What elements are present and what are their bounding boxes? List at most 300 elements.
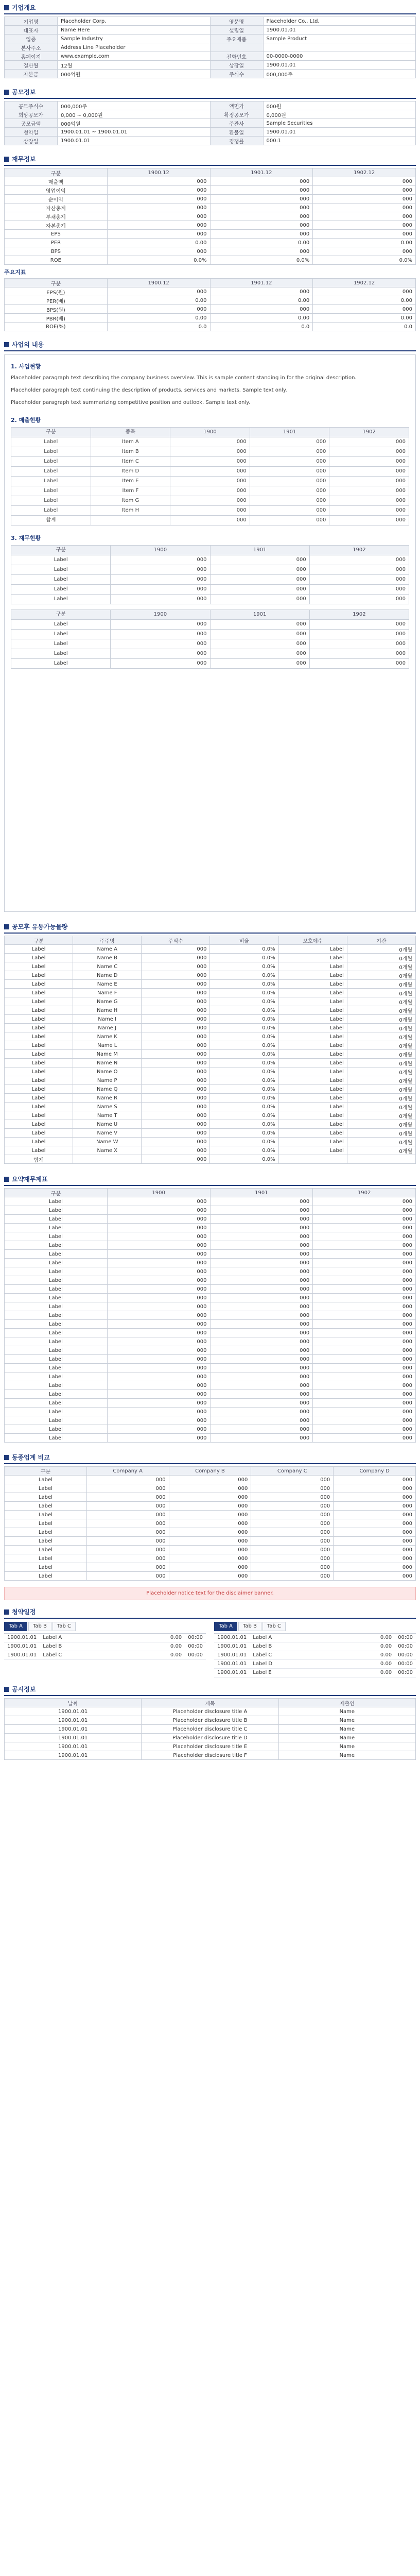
table-cell: 000 [210,186,313,195]
schedule-right-panel [214,1622,416,1677]
table-cell: 000 [313,212,416,221]
table-cell: 000 [210,1276,313,1285]
table-cell: Label [5,1311,108,1320]
table-cell: 000 [313,1399,416,1408]
table-cell: 000 [334,1519,416,1528]
table-cell: 000 [107,1285,210,1294]
table-cell: Label [5,1050,73,1059]
table-row [5,70,416,78]
table-cell: Label [5,1120,73,1129]
divider [4,1618,416,1619]
table-header-cell: 상장일 [5,137,58,145]
table-header-row [5,936,416,945]
table-cell: Label [5,1103,73,1111]
table-row [5,1197,416,1206]
table-header-cell: 주요제품 [210,35,263,43]
table-cell: 000 [309,630,409,639]
list-item[interactable] [214,1642,416,1651]
table-cell: 000 [111,620,210,630]
table-cell: Item B [91,447,170,457]
table-cell: 000 [313,1259,416,1267]
table-row [11,486,409,496]
table-cell: Label [278,1067,347,1076]
table-cell: 000 [111,575,210,585]
table-cell: Label [278,1076,347,1085]
table-cell: Label [278,1015,347,1024]
table-cell: 0.0% [210,945,278,954]
table-cell: 000 [313,305,416,314]
table-cell: 매출액 [5,177,108,186]
table-header-cell: 제목 [142,1699,278,1707]
table-header-cell: 경쟁률 [210,137,263,145]
table-cell: Label [278,971,347,980]
table-row [5,52,416,61]
financials-table [4,168,416,265]
table-row [5,1267,416,1276]
table-cell: 000 [309,595,409,604]
table-cell: 000 [210,1285,313,1294]
table-cell: 000 [107,1276,210,1285]
table-header-cell: 청약일 [5,128,58,137]
table-row [5,296,416,305]
schedule-tab[interactable]: Tab B [238,1622,261,1631]
schedule-tab[interactable]: Tab B [28,1622,51,1631]
table-cell: Name [278,1734,415,1742]
table-row [5,1059,416,1067]
table-cell: Label [5,1215,108,1224]
table-row [5,1302,416,1311]
list-item-cell: 00:00 [398,1670,413,1675]
table-cell: 000 [334,1476,416,1484]
table-cell: 0.0% [107,256,210,265]
table-cell: 0개월 [347,980,415,989]
list-item-cell: 1900.01.01 [217,1661,247,1667]
sales-heading: 2. 매출현황 [11,417,41,423]
table-cell: 000 [86,1528,169,1537]
table-row [5,954,416,962]
table-cell: 0개월 [347,962,415,971]
financial-status-table [11,545,409,604]
divider [4,98,416,99]
table-cell: 000 [86,1554,169,1563]
table-cell: 1900.01.01 [5,1716,142,1725]
table-cell: 000억원 [58,70,211,78]
table-header-cell: 1901.12 [210,168,313,177]
table-cell: Label [5,1129,73,1138]
table-row [5,980,416,989]
table-cell: 000 [250,486,329,496]
table-cell: 000 [107,287,210,296]
table-cell: 000 [309,620,409,630]
table-cell: 0개월 [347,971,415,980]
table-cell: Label [278,1024,347,1032]
table-header-row [11,610,409,620]
table-cell: 000 [142,1067,210,1076]
table-cell: Label [278,954,347,962]
table-cell: Label [5,1267,108,1276]
financial-status-heading: 3. 재무현황 [11,535,41,541]
table-cell: 000 [210,212,313,221]
table-cell: Label [5,1302,108,1311]
table-cell: 000 [107,1320,210,1329]
table-cell: 000 [107,1224,210,1232]
table-row [5,1111,416,1120]
table-cell: Label [11,565,111,575]
table-cell: Label [5,1337,108,1346]
table-cell: Label [5,1537,87,1546]
table-cell: 000 [111,555,210,565]
schedule-tab[interactable]: Tab C [52,1622,76,1631]
table-cell: 000 [250,506,329,516]
table-header-cell: 업종 [5,35,58,43]
table-row [5,128,416,137]
table-cell: 0.0% [210,1085,278,1094]
table-row [5,1537,416,1546]
table-cell: 000 [170,486,250,496]
table-cell: 000 [313,1416,416,1425]
table-row [11,555,409,565]
table-cell: EPS(원) [5,287,108,296]
list-item-cell: Label B [43,1643,62,1649]
table-row [5,247,416,256]
table-cell: 000 [210,1390,313,1399]
table-row [5,101,416,110]
table-cell: 000 [313,1285,416,1294]
schedule-tab[interactable]: Tab A [4,1622,27,1631]
table-cell: 000 [107,177,210,186]
table-header-cell: 제출인 [278,1699,415,1707]
table-cell: Label [11,585,111,595]
table-row [11,516,409,526]
table-cell: 0.0% [210,1146,278,1155]
table-cell: 000 [107,1364,210,1372]
table-cell: 000 [210,1337,313,1346]
table-cell: 000 [86,1476,169,1484]
table-cell: Name [278,1725,415,1734]
table-cell: 0.00 [107,296,210,305]
list-item[interactable] [214,1669,416,1677]
table-row [5,1337,416,1346]
table-cell: BPS [5,247,108,256]
table-header-cell: 상장일 [210,61,263,70]
table-cell: 000 [313,1425,416,1434]
table-cell: Name H [73,1006,142,1015]
table-row [5,1546,416,1554]
table-cell: Label [5,1364,108,1372]
business-paragraph: Placeholder paragraph text continuing the description of products, services and markets. Sample text only. [11,387,287,393]
table-cell: 000 [313,230,416,239]
list-item-cell: 1900.01.01 [7,1635,37,1640]
table-cell: 000 [142,989,210,997]
table-cell: 000 [170,506,250,516]
table-row [5,1120,416,1129]
table-cell: 000 [142,997,210,1006]
peers-table [4,1466,416,1581]
table-cell: 000 [107,1337,210,1346]
table-cell: 000 [210,620,309,630]
table-row [11,565,409,575]
table-cell: 0.0% [210,1067,278,1076]
table-cell: Name A [73,945,142,954]
table-cell: 000 [107,221,210,230]
table-cell: 0개월 [347,1067,415,1076]
table-header-row [5,279,416,287]
section-marker-icon [4,5,9,10]
table-cell: 000 [251,1484,334,1493]
table-row [5,1707,416,1716]
table-cell: 000 [250,496,329,506]
table-row [5,1129,416,1138]
table-cell: Sample Securities [263,119,416,128]
table-cell: 000 [142,1024,210,1032]
list-item[interactable] [4,1634,206,1642]
table-row [5,971,416,980]
table-cell: Label [5,1484,87,1493]
table-cell: 000 [111,649,210,659]
table-row [5,110,416,119]
table-cell: 000 [169,1519,251,1528]
table-cell: 000 [313,1302,416,1311]
table-cell: Placeholder disclosure title C [142,1725,278,1734]
table-cell: 00-0000-0000 [263,52,416,61]
table-cell: 000 [329,486,409,496]
table-cell: 000 [210,305,313,314]
table-cell: PBR(배) [5,314,108,323]
table-cell: 000 [313,1215,416,1224]
table-cell: 000 [313,287,416,296]
table-cell: 000 [334,1572,416,1581]
table-cell: 0개월 [347,945,415,954]
table-header-cell: 1901 [210,1189,313,1197]
table-cell: 000 [334,1563,416,1572]
table-header-cell: 확정공모가 [210,110,263,119]
table-cell: 000 [313,1346,416,1355]
table-cell: 000 [309,639,409,649]
table-cell: Label [5,1511,87,1519]
table-cell: Label [278,1050,347,1059]
float-table [4,936,416,1164]
table-cell: 1900.01.01 [5,1751,142,1760]
offering-info-table [4,101,416,145]
table-cell: 000 [107,1408,210,1416]
table-cell: 000 [107,1206,210,1215]
table-cell: 000 [170,516,250,526]
table-cell: Label [5,1294,108,1302]
list-item-cell: 00:00 [398,1635,413,1640]
table-row [5,1416,416,1425]
table-row [11,437,409,447]
table-cell: Label [5,1276,108,1285]
table-row [5,1399,416,1408]
table-cell: Label [5,1329,108,1337]
table-cell: Label [278,1103,347,1111]
table-cell: Item F [91,486,170,496]
table-cell: Label [278,1032,347,1041]
table-cell: 0.0% [210,1155,278,1164]
table-cell: 000 [250,477,329,486]
table-cell: 0개월 [347,989,415,997]
table-cell: 000 [313,1276,416,1285]
table-header-cell: 1901 [210,610,309,620]
table-cell: 000 [251,1563,334,1572]
table-cell: 0.0% [210,1032,278,1041]
table-row [5,1076,416,1085]
table-cell: 0.00 [210,314,313,323]
table-cell: 000 [86,1502,169,1511]
list-item-cell: 00:00 [398,1652,413,1658]
table-cell: Name S [73,1103,142,1111]
table-row [11,659,409,669]
table-row [5,1425,416,1434]
table-cell: 0.0% [210,980,278,989]
table-cell: 000 [107,1390,210,1399]
table-cell: 000 [210,195,313,204]
table-row [5,1006,416,1015]
table-cell: Label [11,486,91,496]
table-cell: 000 [210,1408,313,1416]
table-header-cell: 날짜 [5,1699,142,1707]
list-item-cell: 0.00 [380,1670,392,1675]
table-cell: 0.0% [210,1041,278,1050]
table-cell: Label [5,1111,73,1120]
table-row [5,221,416,230]
summary-fs-table [4,1188,416,1443]
table-cell: 000 [210,649,309,659]
table-row [5,1725,416,1734]
table-header-cell: Company D [334,1467,416,1476]
table-cell: 000 [313,1224,416,1232]
table-cell: Label [5,971,73,980]
table-cell: 000 [107,1399,210,1408]
table-cell: 1900.01.01 [5,1734,142,1742]
table-cell [347,1155,415,1164]
list-item[interactable] [214,1634,416,1642]
table-cell: 000 [210,221,313,230]
table-row [5,945,416,954]
table-cell: 0.00 [107,314,210,323]
table-cell: 000 [142,1103,210,1111]
table-cell: 000 [210,1215,313,1224]
table-cell: 000 [313,1434,416,1443]
table-row [5,1493,416,1502]
section-title-business: 사업의 내용 [4,340,44,349]
divider [4,13,416,14]
table-header-cell: 설립일 [210,26,263,35]
table-cell: 000 [142,980,210,989]
table-cell: Name I [73,1015,142,1024]
table-cell: Label [5,1224,108,1232]
section-marker-icon [4,1455,9,1460]
table-cell: 1900.01.01 [5,1707,142,1716]
table-cell: 000 [313,1372,416,1381]
table-cell: 000 [111,630,210,639]
schedule-tab[interactable]: Tab A [214,1622,237,1631]
table-header-cell: 1901 [210,546,309,555]
table-header-cell: 주관사 [210,119,263,128]
table-cell: 0.0% [210,1111,278,1120]
table-header-cell: 1902.12 [313,168,416,177]
table-cell: 0개월 [347,997,415,1006]
table-cell: Label [5,1425,108,1434]
table-row [5,997,416,1006]
table-cell: 000 [313,1381,416,1390]
table-cell: 000 [142,954,210,962]
table-cell: 0.00 [313,239,416,247]
section-title-financials: 재무정보 [4,155,36,164]
list-item-cell: 1900.01.01 [7,1643,37,1649]
table-cell: Label [5,1250,108,1259]
table-cell: Placeholder disclosure title A [142,1707,278,1716]
table-row [5,1206,416,1215]
table-cell: Sample Product [263,35,416,43]
list-item[interactable] [214,1651,416,1660]
section-title-schedule: 청약일정 [4,1607,36,1617]
table-cell: Label [5,945,73,954]
table-cell: 0개월 [347,1111,415,1120]
table-row [11,477,409,486]
table-cell: 0.00 [210,239,313,247]
list-item-cell: 00:00 [188,1635,203,1640]
table-cell: 0.0% [210,1120,278,1129]
table-cell: 000 [111,639,210,649]
list-item-cell: 0.00 [380,1652,392,1658]
table-cell: Placeholder disclosure title E [142,1742,278,1751]
table-cell: 000 [210,1364,313,1372]
table-cell: 000 [142,1032,210,1041]
table-header-cell: 구분 [11,610,111,620]
table-cell: 0개월 [347,1050,415,1059]
table-cell: 000 [313,1294,416,1302]
table-cell: 0개월 [347,1059,415,1067]
table-header-cell: Company B [169,1467,251,1476]
table-cell: 000 [313,1364,416,1372]
table-cell: PER [5,239,108,247]
table-cell: 000 [107,1355,210,1364]
table-cell: Placeholder disclosure title B [142,1716,278,1725]
table-cell: 0.0% [210,256,313,265]
table-cell: 1900.01.01 [5,1742,142,1751]
table-cell: 000 [334,1554,416,1563]
divider [4,165,416,166]
table-cell: 1900.01.01 ~ 1900.01.01 [58,128,211,137]
table-cell: 000 [210,287,313,296]
table-cell: Label [11,555,111,565]
list-item[interactable] [214,1660,416,1669]
table-row [5,195,416,204]
table-row [5,177,416,186]
table-row [5,1511,416,1519]
table-header-row [11,428,409,437]
table-cell: 0개월 [347,1015,415,1024]
table-cell: Label [11,437,91,447]
table-cell: 000 [210,1372,313,1381]
table-header-cell: 보호예수 [278,936,347,945]
table-row [5,1294,416,1302]
list-item[interactable] [4,1651,206,1660]
table-cell: 000 [86,1484,169,1493]
table-cell: Address Line Placeholder [58,43,211,52]
table-row [5,314,416,323]
table-cell: 000 [107,1416,210,1425]
table-row [5,17,416,26]
table-cell: Label [5,1519,87,1528]
table-row [11,630,409,639]
list-item[interactable] [4,1642,206,1651]
table-cell: 000 [210,1224,313,1232]
table-cell: 000 [210,1241,313,1250]
table-cell: Label [5,1259,108,1267]
schedule-tab[interactable]: Tab C [262,1622,286,1631]
